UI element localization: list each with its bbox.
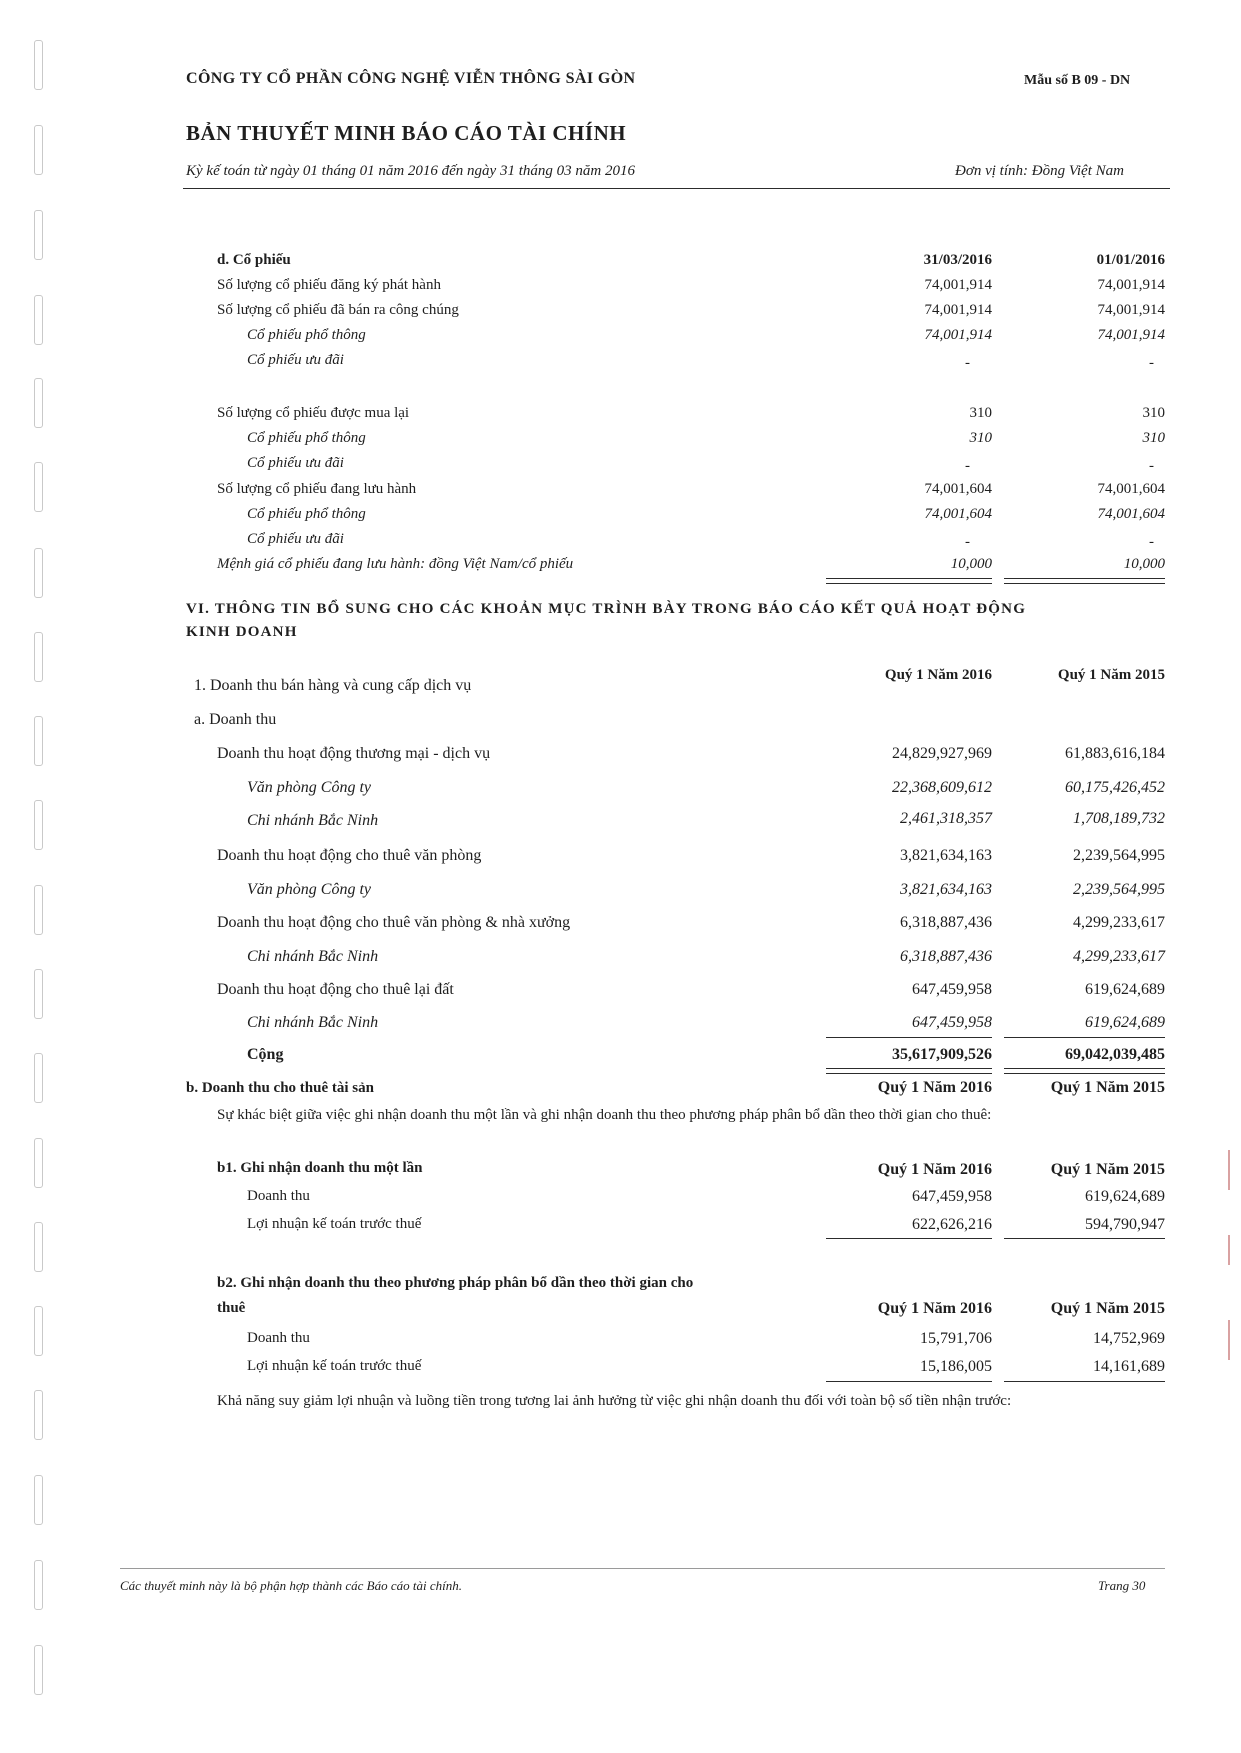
b2-row-value: 14,752,969 <box>1093 1330 1165 1347</box>
revenue-total-rule <box>826 1068 992 1074</box>
revenue-row-label: Doanh thu hoạt động thương mại - dịch vụ <box>217 745 491 762</box>
footer-note: Các thuyết minh này là bộ phận hợp thành các Báo cáo tài chính. <box>120 1578 462 1593</box>
shares-row-label: Cổ phiếu ưu đãi <box>247 352 344 368</box>
revenue-row-value: 4,299,233,617 <box>1073 948 1165 965</box>
revenue-row-value: 619,624,689 <box>1085 1014 1165 1031</box>
revenue-total-label: Cộng <box>247 1046 284 1063</box>
page-number: Trang 30 <box>1098 1578 1146 1593</box>
b1-rule <box>1004 1238 1165 1239</box>
shares-row-label: Cổ phiếu phổ thông <box>247 506 366 522</box>
binder-hole <box>34 210 43 260</box>
revenue-row-label: Doanh thu hoạt động cho thuê văn phòng & nhà xưởng <box>217 914 571 931</box>
binder-hole <box>34 1475 43 1525</box>
revenue-row-label: Văn phòng Công ty <box>247 779 371 796</box>
currency-unit: Đơn vị tính: Đồng Việt Nam <box>955 163 1124 179</box>
b2-heading: b2. Ghi nhận doanh thu theo phương pháp phân bổ dần theo thời gian cho <box>217 1275 694 1291</box>
shares-row-value: 10,000 <box>950 556 992 572</box>
b2-col2-header: Quý 1 Năm 2015 <box>1050 1300 1165 1317</box>
revenue-row-label: Chi nhánh Bắc Ninh <box>247 948 379 965</box>
shares-row-value: 74,001,914 <box>1097 277 1165 293</box>
shares-row-value: 310 <box>969 405 992 421</box>
b2-row-label: Lợi nhuận kế toán trước thuế <box>247 1358 422 1374</box>
b1-row-label: Lợi nhuận kế toán trước thuế <box>247 1216 422 1232</box>
section-6-heading: VI. THÔNG TIN BỔ SUNG CHO CÁC KHOẢN MỤC TRÌNH BÀY TRONG BÁO CÁO KẾT QUẢ HOẠT ĐỘNG <box>186 601 1027 617</box>
revenue-row-value: 3,821,634,163 <box>900 881 992 898</box>
revenue-subtotal-rule <box>826 1037 992 1038</box>
shares-row-value: - <box>965 534 970 550</box>
revenue-col2-header: Quý 1 Năm 2015 <box>1057 667 1165 683</box>
b2-row-value: 15,186,005 <box>920 1358 992 1375</box>
binder-hole <box>34 40 43 90</box>
binder-hole <box>34 548 43 598</box>
shares-row-value: 74,001,914 <box>924 302 992 318</box>
revenue-col1-header: Quý 1 Năm 2016 <box>884 667 992 683</box>
binder-hole <box>34 1053 43 1103</box>
revenue-row-value: 6,318,887,436 <box>900 914 992 931</box>
b2-rule <box>1004 1381 1165 1382</box>
revenue-row-value: 647,459,958 <box>912 1014 992 1031</box>
binder-hole <box>34 295 43 345</box>
binder-hole <box>34 800 43 850</box>
b1-row-value: 619,624,689 <box>1085 1188 1165 1205</box>
shares-row-value: 74,001,604 <box>924 481 992 497</box>
binder-hole <box>34 969 43 1019</box>
shares-row-label: Cổ phiếu phổ thông <box>247 327 366 343</box>
shares-row-value: 74,001,604 <box>924 506 992 522</box>
shares-row-value: 74,001,914 <box>1097 302 1165 318</box>
revenue-row-value: 619,624,689 <box>1085 981 1165 998</box>
b1-col1-header: Quý 1 Năm 2016 <box>877 1161 992 1178</box>
shares-row-label: Cổ phiếu ưu đãi <box>247 455 344 471</box>
shares-row-label: Cổ phiếu phổ thông <box>247 430 366 446</box>
b2-row-value: 14,161,689 <box>1093 1358 1165 1375</box>
shares-row-value: 74,001,914 <box>924 327 992 343</box>
shares-total-rule <box>1004 578 1165 584</box>
b2-row-value: 15,791,706 <box>920 1330 992 1347</box>
revenue-row-value: 60,175,426,452 <box>1065 779 1165 796</box>
revenue-row-value: 6,318,887,436 <box>900 948 992 965</box>
binder-hole <box>34 716 43 766</box>
binder-hole <box>34 378 43 428</box>
binder-hole <box>34 1645 43 1695</box>
revenue-total-rule <box>1004 1068 1165 1074</box>
b1-rule <box>826 1238 992 1239</box>
revenue-row-value: 2,239,564,995 <box>1073 881 1165 898</box>
revenue-subheading-a: a. Doanh thu <box>194 711 277 728</box>
report-title: BẢN THUYẾT MINH BÁO CÁO TÀI CHÍNH <box>186 121 627 145</box>
lease-col2-header: Quý 1 Năm 2015 <box>1050 1079 1165 1096</box>
shares-row-value: 10,000 <box>1123 556 1165 572</box>
binder-hole <box>34 1222 43 1272</box>
b1-row-value: 594,790,947 <box>1085 1216 1165 1233</box>
revenue-row-value: 61,883,616,184 <box>1065 745 1165 762</box>
form-code: Mẫu số B 09 - DN <box>1024 73 1131 88</box>
binder-hole <box>34 1390 43 1440</box>
lease-col1-header: Quý 1 Năm 2016 <box>877 1079 992 1096</box>
section-6-heading-cont: KINH DOANH <box>186 624 298 640</box>
lease-intro-text: Sự khác biệt giữa việc ghi nhận doanh thu một lần và ghi nhận doanh thu theo phương pháp phân bổ dần theo thời gian cho thuê: <box>217 1107 992 1123</box>
b1-heading: b1. Ghi nhận doanh thu một lần <box>217 1160 423 1176</box>
shares-row-value: 310 <box>1142 405 1165 421</box>
binder-hole <box>34 1306 43 1356</box>
scan-edge-mark <box>1228 1320 1230 1360</box>
revenue-total-value: 35,617,909,526 <box>892 1046 992 1063</box>
shares-row-label: Cổ phiếu ưu đãi <box>247 531 344 547</box>
shares-row-value: 74,001,604 <box>1097 481 1165 497</box>
shares-row-label: Số lượng cổ phiếu được mua lại <box>217 405 410 421</box>
revenue-row-label: Doanh thu hoạt động cho thuê lại đất <box>217 981 454 998</box>
b1-row-value: 647,459,958 <box>912 1188 992 1205</box>
revenue-row-value: 2,461,318,357 <box>900 810 992 827</box>
shares-row-label: Số lượng cổ phiếu đăng ký phát hành <box>217 277 441 293</box>
scan-edge-mark <box>1228 1150 1230 1190</box>
binder-hole <box>34 1138 43 1188</box>
shares-row-label: Số lượng cổ phiếu đã bán ra công chúng <box>217 302 459 318</box>
shares-row-value: - <box>1149 355 1154 371</box>
binder-hole <box>34 1560 43 1610</box>
b1-row-value: 622,626,216 <box>912 1216 992 1233</box>
revenue-row-label: Văn phòng Công ty <box>247 881 371 898</box>
company-name: CÔNG TY CỔ PHẦN CÔNG NGHỆ VIỄN THÔNG SÀI GÒN <box>186 70 636 87</box>
shares-row-label: Mệnh giá cổ phiếu đang lưu hành: đồng Việt Nam/cổ phiếu <box>217 556 574 572</box>
shares-row-value: - <box>965 355 970 371</box>
binder-hole <box>34 462 43 512</box>
shares-row-value: 74,001,914 <box>1097 327 1165 343</box>
shares-row-value: - <box>1149 534 1154 550</box>
binder-hole <box>34 125 43 175</box>
b1-row-label: Doanh thu <box>247 1188 310 1204</box>
revenue-row-value: 2,239,564,995 <box>1073 847 1165 864</box>
revenue-heading: 1. Doanh thu bán hàng và cung cấp dịch vụ <box>194 677 472 694</box>
b2-row-label: Doanh thu <box>247 1330 310 1346</box>
lease-heading: b. Doanh thu cho thuê tài sản <box>186 1080 374 1096</box>
revenue-row-label: Chi nhánh Bắc Ninh <box>247 1014 379 1031</box>
revenue-subtotal-rule <box>1004 1037 1165 1038</box>
revenue-row-label: Doanh thu hoạt động cho thuê văn phòng <box>217 847 482 864</box>
revenue-row-value: 24,829,927,969 <box>892 745 992 762</box>
shares-row-value: 310 <box>969 430 992 446</box>
revenue-row-value: 4,299,233,617 <box>1073 914 1165 931</box>
scan-edge-mark <box>1228 1235 1230 1265</box>
shares-col1-header: 31/03/2016 <box>923 252 992 268</box>
b1-col2-header: Quý 1 Năm 2015 <box>1050 1161 1165 1178</box>
revenue-row-value: 1,708,189,732 <box>1073 810 1165 827</box>
footer-rule <box>120 1568 1165 1569</box>
revenue-row-value: 22,368,609,612 <box>892 779 992 796</box>
shares-heading: d. Cổ phiếu <box>217 252 291 268</box>
shares-row-value: - <box>965 458 970 474</box>
shares-row-value: 74,001,914 <box>924 277 992 293</box>
accounting-period: Kỳ kế toán từ ngày 01 tháng 01 năm 2016 đến ngày 31 tháng 03 năm 2016 <box>186 163 635 179</box>
shares-row-value: 74,001,604 <box>1097 506 1165 522</box>
b2-rule <box>826 1381 992 1382</box>
shares-row-value: 310 <box>1142 430 1165 446</box>
b2-col1-header: Quý 1 Năm 2016 <box>877 1300 992 1317</box>
binder-hole <box>34 885 43 935</box>
binder-hole <box>34 632 43 682</box>
closing-text: Khả năng suy giảm lợi nhuận và luồng tiền trong tương lai ảnh hưởng từ việc ghi nhận doanh thu đối với toàn bộ số tiền nhận trước: <box>217 1393 1012 1409</box>
revenue-row-label: Chi nhánh Bắc Ninh <box>247 812 379 829</box>
revenue-row-value: 3,821,634,163 <box>900 847 992 864</box>
shares-row-value: - <box>1149 458 1154 474</box>
header-rule <box>183 188 1170 189</box>
revenue-row-value: 647,459,958 <box>912 981 992 998</box>
shares-col2-header: 01/01/2016 <box>1096 252 1165 268</box>
revenue-total-value: 69,042,039,485 <box>1065 1046 1165 1063</box>
shares-row-label: Số lượng cổ phiếu đang lưu hành <box>217 481 417 497</box>
shares-total-rule <box>826 578 992 584</box>
b2-heading-cont: thuê <box>217 1300 246 1316</box>
